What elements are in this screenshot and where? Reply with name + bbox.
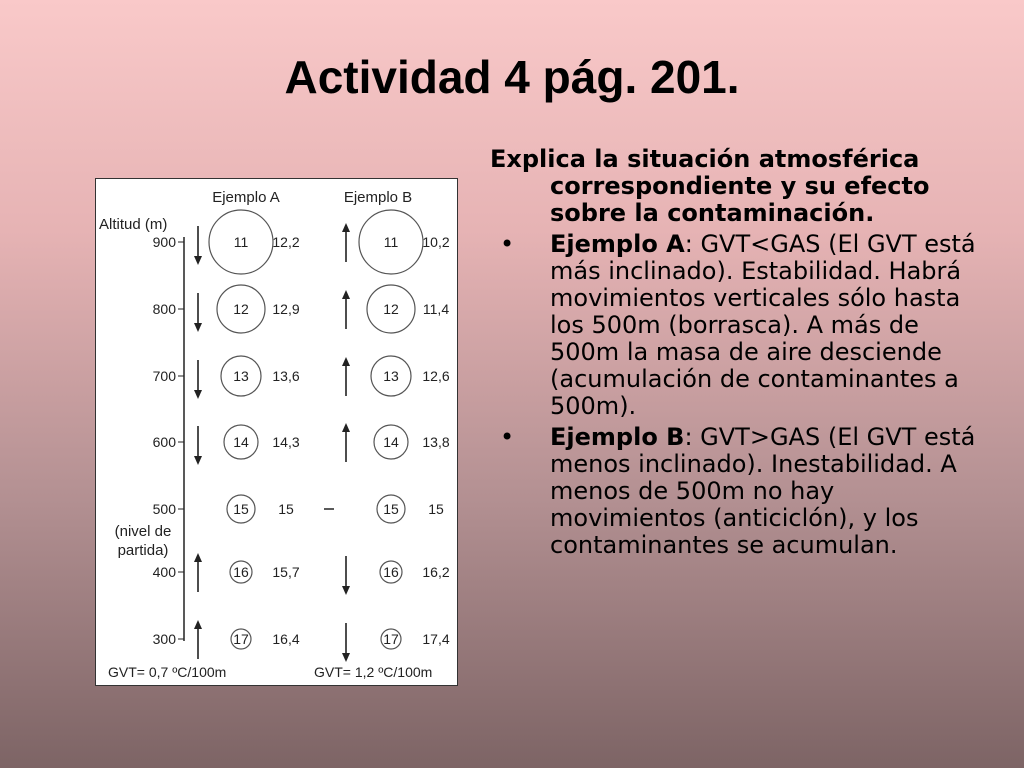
slide-title: Actividad 4 pág. 201. [284, 51, 740, 103]
ambient-temp-a: 15,7 [272, 564, 300, 580]
arrow-a-head [194, 553, 202, 562]
ambient-temp-a: 14,3 [272, 434, 300, 450]
altitude-tick-label: 600 [152, 434, 176, 450]
parcel-temp-a: 13 [233, 368, 249, 384]
ambient-temp-a: 13,6 [272, 368, 300, 384]
start-level-label-1: (nivel de [114, 523, 172, 540]
arrow-a-head [194, 390, 202, 399]
parcel-temp-b: 14 [383, 434, 399, 450]
diagram-figure [95, 178, 458, 686]
arrow-a-head [194, 456, 202, 465]
arrow-b-head [342, 290, 350, 299]
parcel-temp-b: 12 [383, 301, 399, 317]
parcel-temp-a: 17 [233, 631, 249, 647]
text-block [490, 146, 990, 559]
ambient-temp-b: 13,8 [422, 434, 450, 450]
start-level-label-2: partida) [117, 542, 169, 559]
parcel-temp-a: 11 [233, 234, 249, 250]
parcel-temp-a: 14 [233, 434, 249, 450]
altitude-tick-label: 300 [152, 631, 176, 647]
diagram-svg [96, 179, 459, 687]
bullet-label: Ejemplo A [550, 230, 685, 258]
arrow-b-head [342, 223, 350, 232]
axis-label: Altitud (m) [99, 216, 168, 233]
ambient-temp-b: 12,6 [422, 368, 450, 384]
altitude-tick-label: 800 [152, 301, 176, 317]
parcel-temp-a: 12 [233, 301, 249, 317]
bullet-list [490, 231, 990, 559]
column-header-b: Ejemplo B [343, 189, 413, 206]
ambient-temp-b: 16,2 [422, 564, 450, 580]
arrow-a-head [194, 323, 202, 332]
parcel-temp-b: 11 [383, 234, 399, 250]
bullet-dot: • [500, 423, 515, 451]
arrow-b-head [342, 653, 350, 662]
ambient-temp-b: 11,4 [422, 301, 450, 317]
bullet-item-a [490, 231, 990, 420]
altitude-tick-label: 400 [152, 564, 176, 580]
arrow-a-head [194, 620, 202, 629]
bullet-label: Ejemplo B [550, 423, 685, 451]
parcel-temp-b: 17 [383, 631, 399, 647]
parcel-temp-b: 15 [383, 501, 399, 517]
parcel-temp-a: 16 [233, 564, 249, 580]
arrow-b-head [342, 423, 350, 432]
ambient-temp-b: 15 [428, 501, 444, 517]
bullet-text: : GVT<GAS (El GVT está más inclinado). Estabilidad. Habrá movimientos verticales sólo hasta los 500m (borrasca). A más de 500m la masa de aire desciende (acumulación de contaminantes a 500m). [550, 230, 976, 420]
parcel-temp-b: 13 [383, 368, 399, 384]
altitude-tick-label: 700 [152, 368, 176, 384]
arrow-a-head [194, 256, 202, 265]
ambient-temp-a: 16,4 [272, 631, 300, 647]
ambient-temp-b: 10,2 [422, 234, 450, 250]
ambient-temp-a: 12,9 [272, 301, 300, 317]
arrow-b-head [342, 586, 350, 595]
parcel-temp-b: 16 [383, 564, 399, 580]
altitude-tick-label: 900 [152, 234, 176, 250]
column-header-a: Ejemplo A [212, 189, 280, 206]
bullet-text: : GVT>GAS (El GVT está menos inclinado). Inestabilidad. A menos de 500m no hay movimientos (anticiclón), y los contaminantes se acumulan. [550, 423, 976, 559]
gvt-caption-a: GVT= 0,7 ºC/100m [108, 664, 227, 680]
gvt-caption-b: GVT= 1,2 ºC/100m [314, 664, 433, 680]
bullet-item-b [490, 424, 990, 559]
ambient-temp-b: 17,4 [422, 631, 450, 647]
altitude-tick-label: 500 [152, 501, 176, 517]
ambient-temp-a: 15 [278, 501, 294, 517]
ambient-temp-a: 12,2 [272, 234, 300, 250]
arrow-b-head [342, 357, 350, 366]
intro-paragraph: Explica la situación atmosférica correspondiente y su efecto sobre la contaminación. [490, 145, 930, 227]
parcel-temp-a: 15 [233, 501, 249, 517]
bullet-dot: • [500, 230, 515, 258]
